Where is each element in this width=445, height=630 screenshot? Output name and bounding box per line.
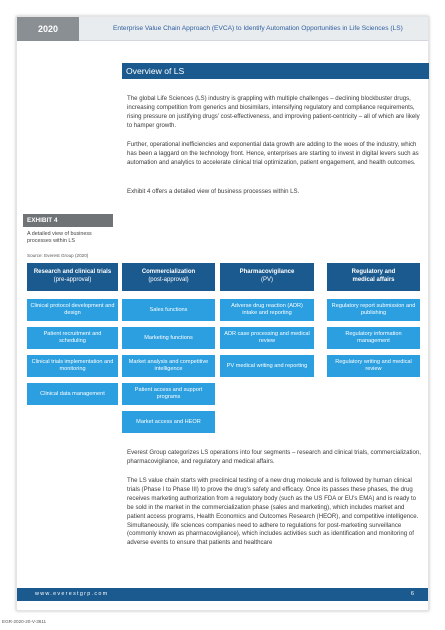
process-box: ADR case processing and medical review: [220, 327, 314, 349]
process-box: Clinical protocol development and design: [27, 299, 118, 321]
process-box: Clinical data management: [27, 383, 118, 405]
exhibit-caption: A detailed view of business processes within LS: [27, 231, 92, 245]
column-title: Regulatory and: [351, 269, 396, 275]
column-header-pharmacovigilance: [220, 263, 314, 291]
exhibit-source: Source: Everest Group (2020): [27, 253, 89, 258]
column-title: Commercialization: [141, 269, 196, 275]
column-subtitle: medical affairs: [352, 276, 395, 283]
column-title: Research and clinical trials: [33, 269, 112, 275]
process-box: Regulatory writing and medical review: [327, 355, 420, 377]
section-title: Overview of LS: [126, 66, 185, 76]
footer-website: www.everestgrp.com: [35, 591, 109, 597]
column-header-commercialization: [122, 263, 215, 291]
column-subtitle: (pre-approval): [53, 276, 92, 283]
column-title: Pharmacovigilance: [239, 269, 295, 275]
process-box: Market analysis and competitive intelligence: [122, 355, 215, 377]
header-year: 2020: [17, 17, 79, 41]
column-subtitle: (PV): [261, 276, 273, 283]
page-footer: [17, 588, 428, 601]
process-box: PV medical writing and reporting: [220, 355, 314, 377]
process-box: Regulatory report submission and publishing: [327, 299, 420, 321]
process-box: Clinical trials implementation and monitoring: [27, 355, 118, 377]
page-header: [17, 17, 428, 41]
process-box: Sales functions: [122, 299, 215, 321]
document-code: EGR-2020-20-V-3611: [2, 619, 47, 624]
process-box: Regulatory information management: [327, 327, 420, 349]
process-box: Market access and HEOR: [122, 411, 215, 433]
paragraph-segments: Everest Group categorizes LS operations into four segments – research and clinical trials, commercialization, pharmacovigilance, and regulatory and medical affairs.: [127, 449, 421, 465]
process-box: Patient access and support programs: [122, 383, 215, 405]
document-page: [16, 16, 429, 611]
page-number: 6: [410, 591, 414, 597]
column-header-regulatory: [327, 263, 420, 291]
header-title: Enterprise Value Chain Approach (EVCA) to Identify Automation Opportunities in Life Sciences (LS): [113, 25, 403, 32]
exhibit-label: EXHIBIT 4: [23, 214, 113, 227]
section-heading-bar: [122, 63, 429, 79]
process-box: Adverse drug reaction (ADR) intake and reporting: [220, 299, 314, 321]
paragraph-intro: The global Life Sciences (LS) industry is grappling with multiple challenges – declining blockbuster drugs, increasing competition from generics and biosimilars, intensifying regulatory and compliance requirements, rising pressure on justifying drugs' cost-effectiveness, and improving patient-centricity – all of which are likely to hamper growth.: [127, 95, 420, 129]
column-subtitle: (post-approval): [148, 276, 189, 283]
column-header-research: [27, 263, 118, 291]
paragraph-value-chain: The LS value chain starts with preclinical testing of a new drug molecule and is followed by human clinical trials (Phase I to Phase III) to prove the drug's safety and efficacy. Once its passes these phases, the drug receives marketing authorization from a regulatory body (such as the US FDA or EU's EMA) and is ready to be sold in the market in the commercialization phase (sales and marketing), which includes market and patient access programs, Health Economics and Outcomes Research (HEOR), and competitive intelligence. Simultaneously, life sciences companies need to adhere to regulations for post-marketing surveillance (commonly known as pharmacovigilance), which includes activities such as identification and monitoring of adverse events to ensure that patients and healthcare: [127, 477, 419, 547]
process-box: Marketing functions: [122, 327, 215, 349]
process-box: Patient recruitment and scheduling: [27, 327, 118, 349]
paragraph-inefficiencies: Further, operational inefficiencies and exponential data growth are adding to the woes of the industry, which has been a laggard on the technology front. Hence, enterprises are starting to invest in digital levers such as automation and analytics to accelerate clinical trial optimization, patient engagement, and health outcomes.: [127, 141, 419, 166]
paragraph-exhibit-ref: Exhibit 4 offers a detailed view of business processes within LS.: [127, 188, 300, 195]
